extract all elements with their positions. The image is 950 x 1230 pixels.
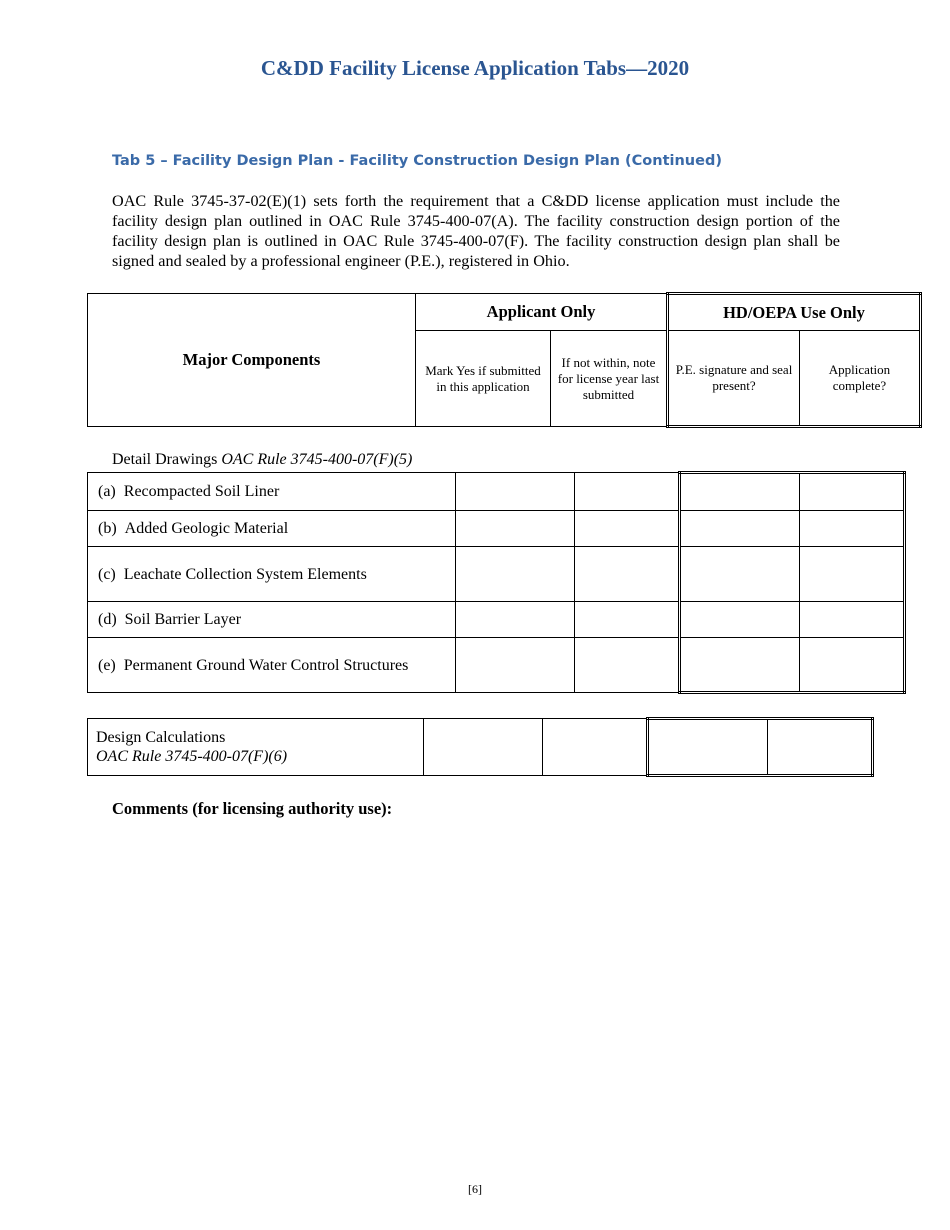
comments-label: Comments (for licensing authority use): — [112, 799, 393, 818]
mark-yes-cell[interactable] — [456, 547, 575, 602]
detail-item-c: (c) Leachate Collection System Elements — [88, 547, 456, 602]
col-application-complete-header: Application complete? — [800, 331, 921, 427]
pe-signature-cell[interactable] — [680, 473, 800, 511]
detail-drawings-table — [87, 471, 906, 694]
pe-signature-cell[interactable] — [680, 547, 800, 602]
pe-signature-cell[interactable] — [680, 638, 800, 693]
pe-signature-cell[interactable] — [648, 719, 768, 776]
mark-yes-cell[interactable] — [456, 602, 575, 638]
design-calculations-table — [87, 717, 874, 777]
pe-signature-cell[interactable] — [680, 511, 800, 547]
intro-paragraph: OAC Rule 3745-37-02(E)(1) sets forth the requirement that a C&DD license application must include the facility design plan outlined in OAC Rule 3745-400-07(A). The facility construction design portion of the facility design plan is outlined in OAC Rule 3745-400-07(F). The facility construction design plan shall be signed and sealed by a professional engineer (P.E.), registered in Ohio. — [112, 192, 840, 270]
pe-signature-cell[interactable] — [680, 602, 800, 638]
mark-yes-cell[interactable] — [424, 719, 543, 776]
mark-yes-cell[interactable] — [456, 638, 575, 693]
license-year-cell[interactable] — [575, 473, 680, 511]
major-components-header: Major Components — [88, 294, 416, 427]
detail-item-d: (d) Soil Barrier Layer — [88, 602, 456, 638]
applicant-only-header: Applicant Only — [416, 294, 668, 331]
table-row — [88, 719, 873, 776]
detail-drawings-rule: OAC Rule 3745-400-07(F)(5) — [221, 451, 413, 468]
application-complete-cell[interactable] — [800, 473, 905, 511]
application-complete-cell[interactable] — [800, 511, 905, 547]
table-row — [88, 602, 905, 638]
detail-drawings-title: Detail Drawings — [112, 451, 218, 468]
mark-yes-cell[interactable] — [456, 473, 575, 511]
document-title: C&DD Facility License Application Tabs—2020 — [260, 56, 690, 80]
application-complete-cell[interactable] — [768, 719, 873, 776]
table-row — [88, 638, 905, 693]
table-row — [88, 547, 905, 602]
col-pe-signature-header: P.E. signature and seal present? — [668, 331, 800, 427]
application-complete-cell[interactable] — [800, 547, 905, 602]
col-if-not-within-header: If not within, note for license year last submitted — [551, 331, 668, 427]
license-year-cell[interactable] — [575, 547, 680, 602]
col-mark-yes-header: Mark Yes if submitted in this application — [416, 331, 551, 427]
page-number: [6] — [468, 1182, 482, 1196]
header-table — [87, 292, 922, 428]
detail-item-e: (e) Permanent Ground Water Control Structures — [88, 638, 456, 693]
license-year-cell[interactable] — [575, 638, 680, 693]
detail-drawings-label — [112, 451, 412, 469]
application-complete-cell[interactable] — [800, 638, 905, 693]
hd-oepa-use-only-header: HD/OEPA Use Only — [668, 294, 921, 331]
section-heading: Tab 5 – Facility Design Plan - Facility Construction Design Plan (Continued) — [112, 153, 722, 169]
mark-yes-cell[interactable] — [456, 511, 575, 547]
license-year-cell[interactable] — [575, 511, 680, 547]
design-calculations-rule: OAC Rule 3745-400-07(F)(6) — [96, 748, 288, 765]
design-calculations-title: Design Calculations — [96, 729, 226, 746]
table-row — [88, 473, 905, 511]
license-year-cell[interactable] — [543, 719, 648, 776]
application-complete-cell[interactable] — [800, 602, 905, 638]
detail-item-a: (a) Recompacted Soil Liner — [88, 473, 456, 511]
license-year-cell[interactable] — [575, 602, 680, 638]
detail-item-b: (b) Added Geologic Material — [88, 511, 456, 547]
design-calculations-label — [88, 719, 424, 776]
table-row — [88, 511, 905, 547]
